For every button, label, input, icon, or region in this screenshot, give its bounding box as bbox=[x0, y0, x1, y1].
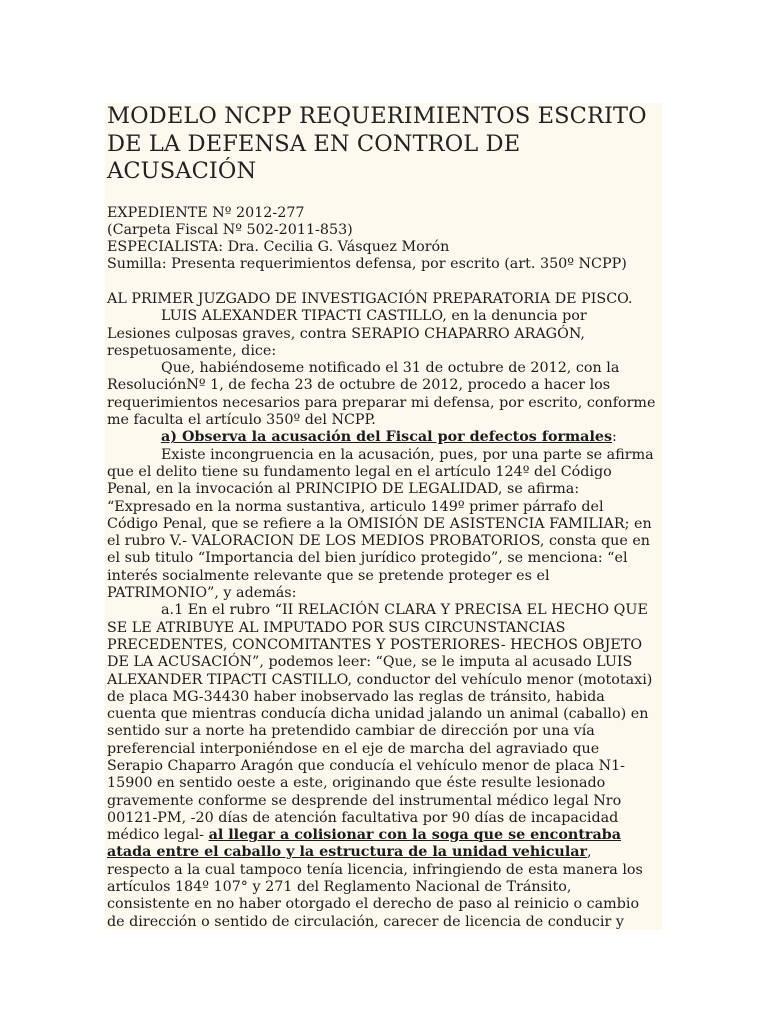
paragraph-line: interés socialmente relevante que se pretende proteger es el bbox=[107, 567, 550, 584]
sumilla-line: Sumilla: Presenta requerimientos defensa, por escrito (art. 350º NCPP) bbox=[107, 256, 627, 273]
paragraph-line: cuenta que mientras conducía dicha unidad jalando un animal (caballo) en bbox=[107, 706, 649, 723]
paragraph-line: Código Penal, que se refiere a la OMISIÓN DE ASISTENCIA FAMILIAR; en bbox=[107, 515, 652, 532]
paragraph-line: 00121-PM, -20 días de atención facultativa por 90 días de incapacidad bbox=[107, 809, 619, 826]
paragraph-text: , bbox=[587, 844, 592, 861]
paragraph-line: Serapio Chaparro Aragón que conducía el vehículo menor de placa N1- bbox=[107, 758, 626, 774]
title-line: ACUSACIÓN bbox=[107, 158, 257, 184]
paragraph-line: Que, habiéndoseme notificado el 31 de octubre de 2012, con la bbox=[161, 360, 620, 377]
paragraph-line: consistente en no haber otorgado el derecho de paso al reinicio o cambio bbox=[107, 896, 640, 913]
document-page bbox=[105, 103, 662, 930]
paragraph-line: respecto a la cual tampoco tenía licencia, infringiendo de esta manera los bbox=[107, 861, 643, 878]
paragraph-line: Existe incongruencia en la acusación, pues, por una parte se afirma bbox=[161, 446, 654, 463]
paragraph-line: artículos 184º 107° y 271 del Reglamento Nacional de Tránsito, bbox=[107, 879, 572, 896]
blank-line bbox=[107, 274, 662, 291]
intro-line: LUIS ALEXANDER TIPACTI CASTILLO, en la denuncia por bbox=[161, 308, 587, 325]
section-heading-colon: : bbox=[612, 429, 617, 446]
document-title bbox=[105, 103, 662, 186]
paragraph-line: requerimientos necesarios para preparar mi defensa, por escrito, conforme bbox=[107, 394, 656, 411]
paragraph-line: Penal, en la invocación al PRINCIPIO DE LEGALIDAD, se afirma: bbox=[107, 481, 580, 498]
section-heading-a bbox=[107, 429, 662, 446]
emphasis-text: atada entre el caballo y la estructura de la unidad vehicular bbox=[107, 844, 588, 861]
paragraph-line: que el delito tiene su fundamento legal en el artículo 124º del Código bbox=[107, 463, 612, 480]
paragraph-line-mixed bbox=[107, 827, 662, 844]
section-heading-text: a) Observa la acusación del Fiscal por defectos formales bbox=[161, 429, 613, 446]
paragraph-line: de dirección o sentido de circulación, carecer de licencia de conducir y bbox=[107, 913, 624, 930]
expediente-line: EXPEDIENTE Nº 2012-277 bbox=[107, 204, 305, 221]
paragraph-line: PRECEDENTES, CONCOMITANTES Y POSTERIORES- HECHOS OBJETO bbox=[107, 636, 643, 653]
title-line: DE LA DEFENSA EN CONTROL DE bbox=[107, 130, 521, 157]
emphasis-text: al llegar a colisionar con la soga que se encontraba bbox=[208, 827, 621, 844]
paragraph-text: médico legal- bbox=[107, 827, 209, 844]
paragraph-line: el sub titulo “Importancia del bien jurídico protegido”, se menciona: “el bbox=[107, 550, 628, 567]
paragraph-line-mixed bbox=[107, 844, 662, 861]
paragraph-line: a.1 En el rubro “II RELACIÓN CLARA Y PRECISA EL HECHO QUE bbox=[161, 602, 648, 619]
paragraph-line: DE LA ACUSACIÓN”, podemos leer: “Que, se le imputa al acusado LUIS bbox=[107, 654, 633, 671]
paragraph-line: preferencial interponiéndose en el eje de marcha del agraviado que bbox=[107, 740, 600, 757]
paragraph-line: sentido sur a norte ha pretendido cambiar de dirección por una vía bbox=[107, 723, 595, 740]
document-body bbox=[105, 205, 662, 931]
paragraph-line: PATRIMONIO”, y además: bbox=[107, 585, 297, 602]
especialista-line: ESPECIALISTA: Dra. Cecilia G. Vásquez Morón bbox=[107, 239, 450, 256]
title-line: MODELO NCPP REQUERIMIENTOS ESCRITO bbox=[107, 103, 647, 129]
addressee-line: AL PRIMER JUZGADO DE INVESTIGACIÓN PREPARATORIA DE PISCO. bbox=[107, 290, 633, 307]
intro-line: respetuosamente, dice: bbox=[107, 342, 277, 359]
paragraph-line: ResoluciónNº 1, de fecha 23 de octubre de 2012, procedo a hacer los bbox=[107, 377, 611, 394]
paragraph-line: me faculta el artículo 350º del NCPP. bbox=[107, 412, 376, 429]
paragraph-line: ALEXANDER TIPACTI CASTILLO, conductor del vehículo menor (mototaxi) bbox=[107, 671, 653, 688]
carpeta-line: (Carpeta Fiscal Nº 502-2011-853) bbox=[107, 221, 353, 238]
paragraph-line: “Expresado en la norma sustantiva, articulo 149º primer párrafo del bbox=[107, 498, 604, 515]
intro-line: Lesiones culposas graves, contra SERAPIO CHAPARRO ARAGÓN, bbox=[107, 325, 585, 342]
paragraph-line: de placa MG-34430 haber inobservado las reglas de tránsito, habida bbox=[107, 688, 605, 705]
paragraph-line: SE LE ATRIBUYE AL IMPUTADO POR SUS CIRCUNSTANCIAS bbox=[107, 619, 566, 636]
paragraph-line: 15900 en sentido oeste a este, originando que éste resulte lesionado bbox=[107, 775, 606, 792]
paragraph-line: gravemente conforme se desprende del instrumental médico legal Nro bbox=[107, 792, 622, 809]
paragraph-line: el rubro V.- VALORACION DE LOS MEDIOS PROBATORIOS, consta que en bbox=[107, 533, 651, 550]
